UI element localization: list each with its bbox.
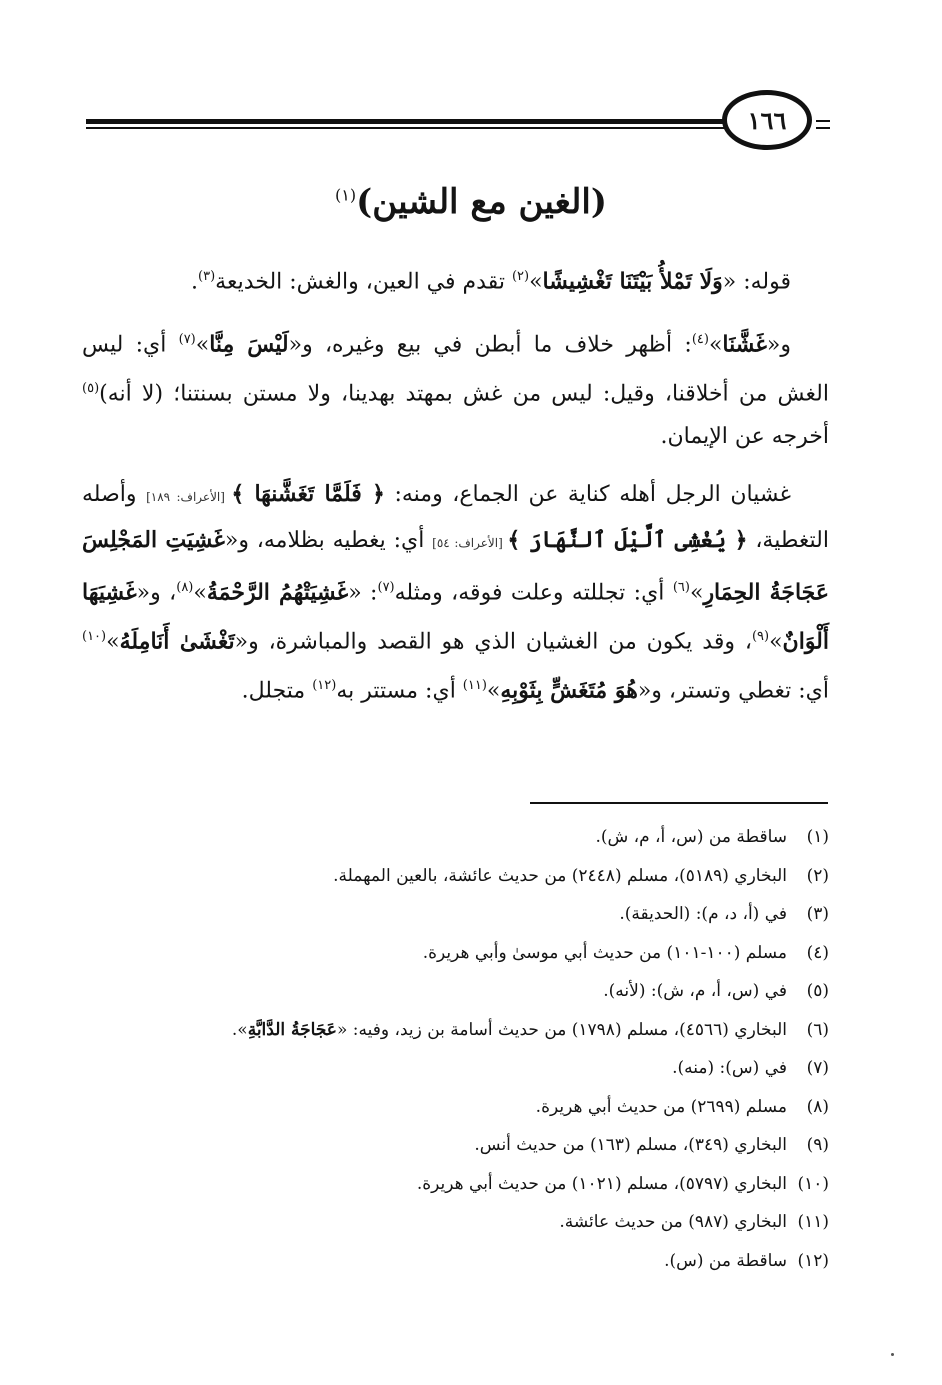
text-run: » <box>486 677 501 703</box>
footnote-number: (٣) <box>806 904 829 924</box>
text-run: أي: تغطي وتستر، و« <box>637 677 829 703</box>
text-run: ، و« <box>136 580 177 606</box>
footnote-ref: (٤) <box>691 331 709 347</box>
text-run: : أظهر خلاف ما أبطن في بيع وغيره، و« <box>288 332 692 358</box>
footnote-number: (٢) <box>806 865 829 886</box>
footnote-text: البخاري (٣٤٩)، مسلم (١٦٣) من حديث أنس. <box>474 1135 787 1155</box>
footnote-text: في (س، أ، م، ش): (لأنه). <box>603 981 787 1001</box>
footnote-text: في (س): (منه). <box>672 1058 787 1078</box>
footnote-ref: (١٠) <box>82 628 107 644</box>
footnote-item <box>82 972 829 1011</box>
header-rule-right <box>816 120 830 122</box>
header-rule-thin <box>86 127 726 129</box>
footnote-ref: (٦) <box>672 579 690 595</box>
footnote-text: البخاري (٥١٨٩)، مسلم (٢٤٤٨) من حديث عائشة، بالعين المهملة. <box>333 865 787 886</box>
hadith-quote: غَشَّنَا <box>722 331 767 358</box>
text-run: » <box>106 629 120 655</box>
footnote-text: مسلم (١٠٠-١٠١) من حديث أبي موسىٰ وأبي هريرة. <box>422 942 787 963</box>
footnote-number: (٨) <box>806 1096 829 1117</box>
footnote-ref: (٣) <box>198 269 216 284</box>
footnote-item <box>82 934 829 973</box>
hadith-quote: وَلَا تَمْلأُ بَيْتَنَا تَغْشِيشًا <box>542 268 723 295</box>
text-run: تقدم في العين، والغش: الخديعة <box>215 269 512 295</box>
text-run: أي: تجللته وعلت فوقه، ومثله <box>394 580 673 606</box>
footnote-item <box>82 1203 829 1242</box>
footnote-item <box>82 1242 829 1281</box>
text-run: : « <box>348 580 378 606</box>
paragraph-3 <box>82 473 829 712</box>
text-run: » <box>195 332 210 358</box>
text-run: . <box>191 269 199 295</box>
footnote-item <box>82 895 829 934</box>
page-number: ١٦٦ <box>747 105 787 135</box>
text-run: متجلل. <box>241 677 313 703</box>
hadith-quote: غَشِيَتْهُمُ الرَّحْمَةُ <box>206 579 349 606</box>
hadith-quote: لَيْسَ مِنَّا <box>209 331 289 358</box>
text-run: أي: يغطيه بظلامه، و« <box>224 528 433 554</box>
text-run: ، وقد يكون من الغشيان الذي هو القصد والمباشرة، و« <box>234 629 752 655</box>
body-text <box>82 255 829 712</box>
text-run: » <box>769 629 783 655</box>
chapter-title-footnote-ref: (١) <box>335 185 357 205</box>
footnote-item <box>82 1165 829 1204</box>
footnote-quote: عَجَاجَةُ الدَّابَّةِ <box>247 1019 337 1040</box>
quran-verse: ﴿ فَلَمَّا تَغَشَّنهَا ﴾ <box>231 480 385 507</box>
footnote-number: (٩) <box>806 1135 829 1155</box>
text-run: وأصله التغطية، <box>82 481 829 554</box>
verse-reference: [الأعراف: ٥٤] <box>432 536 508 551</box>
chapter-title <box>80 182 862 222</box>
footnote-number: (١) <box>806 827 829 847</box>
paragraph-1 <box>82 255 829 304</box>
footnote-text: ساقطة من (س). <box>664 1250 787 1271</box>
footnotes-list <box>82 818 829 1280</box>
text-run: و« <box>766 332 791 358</box>
footnote-ref: (٥) <box>82 380 100 396</box>
footnote-ref: (١١) <box>462 677 487 693</box>
quran-verse: ﴿ يُغْشِى ٱلَّيْلَ ٱلنَّهَارَ ﴾ <box>507 527 748 554</box>
footnote-text: ساقطة من (س، أ، م، ش). <box>595 827 787 847</box>
footnote-item <box>82 857 829 896</box>
hadith-quote: غَشِيَهَا أَلْوَانٌ <box>82 579 829 655</box>
footnote-number: (٦) <box>806 1019 829 1040</box>
chapter-title-text: (الغين مع الشين) <box>356 182 607 222</box>
footnote-text: البخاري (٥٧٩٧)، مسلم (١٠٢١) من حديث أبي هريرة. <box>416 1173 787 1194</box>
footnote-ref: (٩) <box>751 628 770 644</box>
footnote-number: (١٠) <box>797 1173 829 1194</box>
footnote-item <box>82 818 829 857</box>
footnote-number: (٥) <box>806 981 829 1001</box>
page-number-badge <box>722 90 812 150</box>
footnote-number: (٤) <box>806 942 829 963</box>
footnote-item <box>82 1049 829 1088</box>
footnote-item <box>82 1088 829 1127</box>
paragraph-2 <box>82 318 829 459</box>
hadith-quote: هُوَ مُتَغَشٍّ بِثَوْبِهِ <box>500 676 638 703</box>
text-run: » <box>529 269 543 295</box>
text-run: أي: ليس الغش من أخلاقنا، وقيل: ليس من غش بمهتد بهدينا، ولا مستن بسنتنا؛ (لا أنه) <box>82 332 829 406</box>
text-run: » <box>193 580 207 606</box>
footnote-ref: (١٢) <box>312 677 337 693</box>
text-run: أي: مستتر به <box>336 677 463 703</box>
hadith-quote: غَشِيَتِ المَجْلِسَ عَجَاجَةُ الحِمَارِ <box>82 527 830 606</box>
text-run: أخرجه عن الإيمان. <box>660 424 829 450</box>
footnote-number: (١١) <box>797 1212 829 1232</box>
footnote-item <box>82 1126 829 1165</box>
footnote-text: مسلم (٢٦٩٩) من حديث أبي هريرة. <box>535 1096 787 1117</box>
footnote-ref: (٢) <box>511 269 530 284</box>
footnote-text: البخاري (٤٥٦٦)، مسلم (١٧٩٨) من حديث أسامة بن زيد، وفيه: « <box>336 1019 787 1040</box>
footnote-ref: (٧) <box>178 331 196 347</box>
header-rule-thick <box>86 119 726 124</box>
verse-reference: [الأعراف: ١٨٩] <box>146 489 232 504</box>
hadith-quote: تَغْشَىٰ أَنَامِلَهُ <box>119 628 235 655</box>
text-run: قوله: « <box>722 269 791 295</box>
footnote-number: (١٢) <box>797 1250 829 1271</box>
footnote-item <box>82 1011 829 1050</box>
footnote-text: البخاري (٩٨٧) من حديث عائشة. <box>559 1212 787 1232</box>
scan-speck <box>891 1353 894 1356</box>
text-run: غشيان الرجل أهله كناية عن الجماع، ومنه: <box>384 481 791 507</box>
footnote-ref: (٨) <box>176 579 194 595</box>
text-run: » <box>708 332 723 358</box>
footnote-ref: (٧) <box>377 579 395 595</box>
header-rule-right-lower <box>816 127 830 129</box>
footnote-text: ». <box>231 1019 248 1040</box>
footnote-number: (٧) <box>806 1058 829 1078</box>
footnote-text: في (أ، د، م): (الحديقة). <box>619 904 787 924</box>
footnote-divider <box>530 802 828 804</box>
text-run: » <box>689 580 704 606</box>
